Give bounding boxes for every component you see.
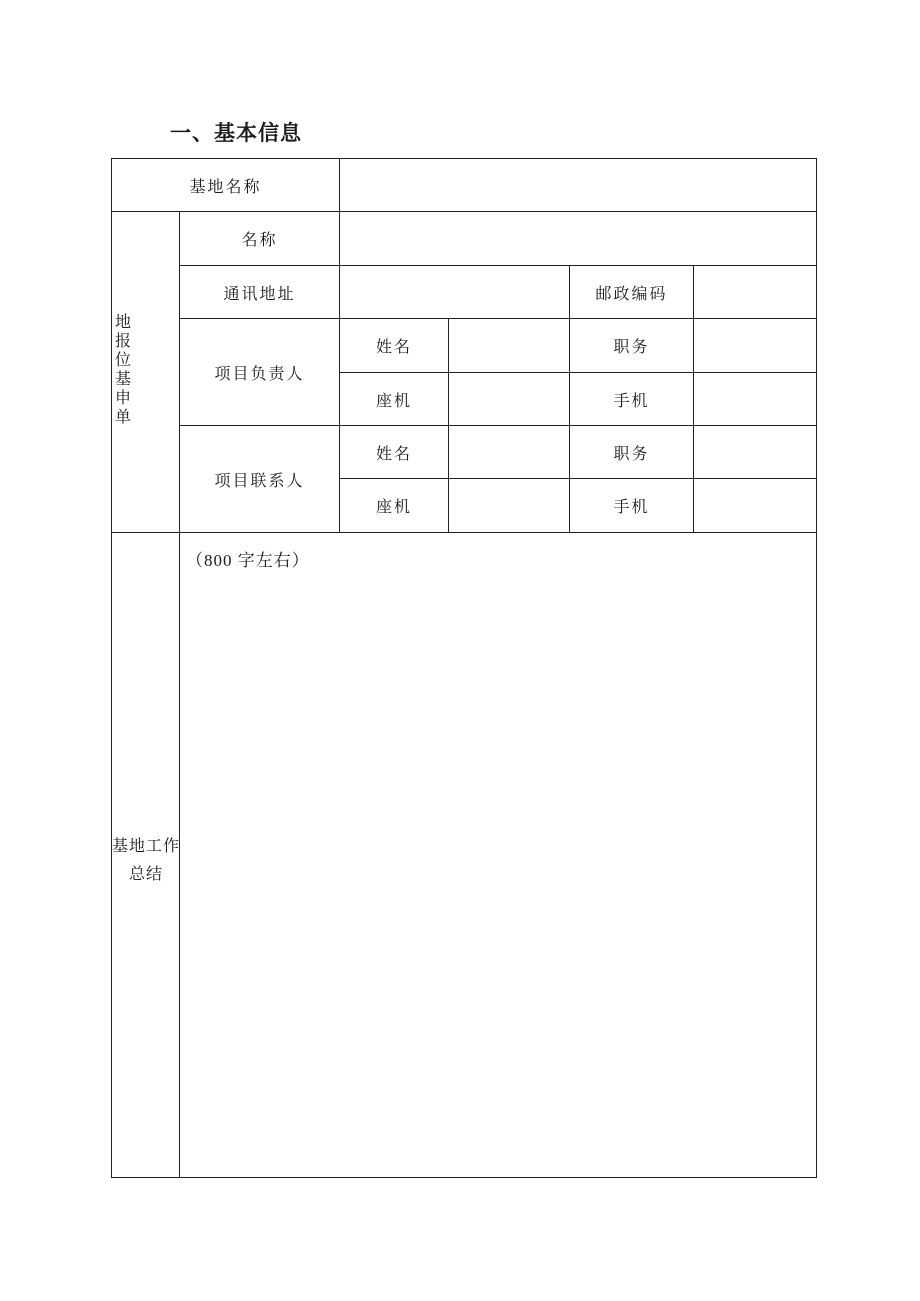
row-border [111, 1177, 817, 1178]
unit-label: 地报位基申单 [114, 312, 131, 426]
summary-field[interactable] [180, 533, 816, 1177]
contact-position-field[interactable] [694, 426, 816, 478]
postcode-label: 邮政编码 [595, 283, 668, 303]
contact-landline-label: 座机 [375, 497, 412, 516]
column-border [111, 158, 112, 1178]
unit-name-field[interactable] [340, 212, 816, 265]
base-name-label: 基地名称 [189, 176, 262, 196]
summary-label: 基地工作总结 [112, 836, 181, 883]
contact-mobile-label: 手机 [613, 497, 650, 516]
leader-name-field[interactable] [449, 319, 569, 372]
leader-mobile-label: 手机 [613, 390, 650, 410]
base-name-field[interactable] [340, 159, 816, 211]
contact-label: 项目联系人 [214, 470, 305, 490]
contact-landline-field[interactable] [449, 479, 569, 532]
address-label: 通讯地址 [223, 283, 296, 303]
name-label: 名称 [241, 230, 278, 249]
contact-mobile-field[interactable] [694, 479, 816, 532]
leader-mobile-field[interactable] [694, 373, 816, 425]
leader-name-label: 姓名 [375, 337, 412, 356]
address-field[interactable] [340, 266, 569, 318]
leader-position-field[interactable] [694, 319, 816, 372]
column-border [816, 158, 817, 1178]
section-title: 一、基本信息 [170, 121, 302, 145]
leader-position-label: 职务 [613, 337, 650, 356]
summary-hint: （800 字左右） [186, 551, 310, 570]
contact-position-label: 职务 [613, 443, 650, 463]
leader-landline-field[interactable] [449, 373, 569, 425]
leader-landline-label: 座机 [375, 390, 412, 410]
postcode-field[interactable] [694, 266, 816, 318]
contact-name-field[interactable] [449, 426, 569, 478]
contact-name-label: 姓名 [375, 443, 412, 463]
leader-label: 项目负责人 [214, 363, 305, 383]
